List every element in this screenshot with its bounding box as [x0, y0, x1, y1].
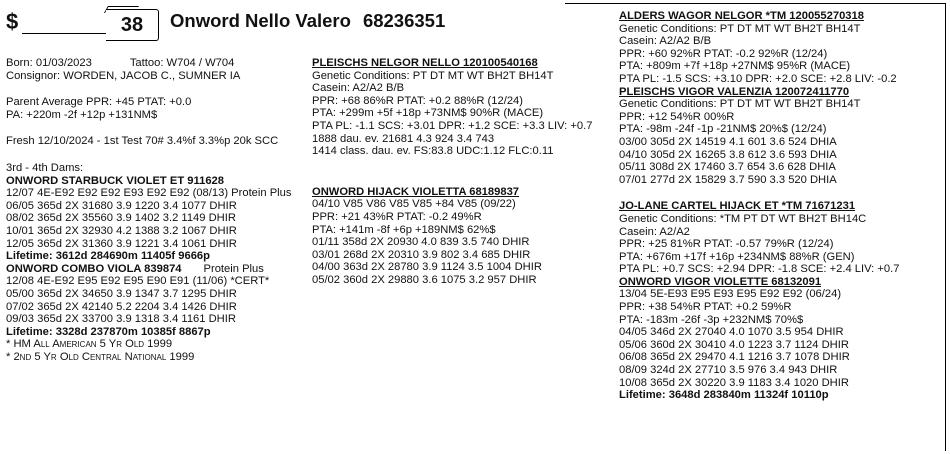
- maternal-grandsire-info: PPR: +25 81%R PTAT: -0.57 79%R (12/24): [619, 238, 834, 251]
- maternal-grandsire-name: JO-LANE CARTEL HIJACK ET *TM 71671231: [619, 200, 856, 213]
- born-date: Born: 01/03/2023: [6, 57, 92, 69]
- paternal-grandsire-info: PTA PL: -1.5 SCS: +3.10 DPR: +2.0 SCE: +2.8 LIV: -0.2: [619, 72, 897, 85]
- fourth-dam-lifetime: Lifetime: 3328d 237870m 10385f 8867p: [6, 325, 211, 338]
- maternal-granddam-info: 13/04 5E-E93 E95 E93 E95 E92 E92 (06/24): [619, 288, 842, 301]
- dam-info: 01/11 358d 2X 20930 4.0 839 3.5 740 DHIR: [312, 236, 530, 249]
- third-dam-record: 12/05 365d 2X 31360 3.9 1221 3.4 1061 DHIR: [6, 237, 237, 250]
- paternal-grandsire-name: ALDERS WAGOR NELGOR *TM 120055270318: [619, 10, 864, 22]
- paternal-granddam-info: Genetic Conditions: PT DT MT WT BH2T BH14T: [619, 98, 861, 111]
- maternal-grandsire-info: Casein: A2/A2: [619, 225, 690, 238]
- third-dam-record: 08/02 365d 2X 35560 3.9 1402 3.2 1149 DHIR: [6, 212, 236, 225]
- honor-line: * HM All American 5 Yr Old 1999: [6, 338, 173, 351]
- honor-line: * 2nd 5 Yr Old Central National 1999: [6, 350, 195, 363]
- maternal-granddam-name: ONWORD VIGOR VIOLETTE 68132091: [619, 275, 822, 288]
- price-entry-line: [22, 33, 108, 34]
- paternal-grandsire-info: Genetic Conditions: PT DT MT WT BH2T BH14T: [619, 22, 861, 35]
- paternal-grandsire-info: PTA: +809m +7f +18p +27NM$ 95%R (MACE): [619, 60, 851, 73]
- fourth-dam-record: 05/00 365d 2X 34650 3.9 1347 3.7 1295 DHIR: [6, 287, 237, 300]
- dam-info: 03/01 268d 2X 20310 3.9 802 3.4 685 DHIR: [312, 248, 531, 261]
- maternal-grandsire-info: PTA: +676m +17f +16p +234NM$ 88%R (GEN): [619, 250, 855, 263]
- third-dam-record: 10/01 365d 2X 32930 4.2 1388 3.2 1067 DHIR: [6, 224, 237, 237]
- paternal-granddam-info: 05/11 308d 2X 17460 3.7 654 3.6 628 DHIA: [619, 161, 836, 174]
- top-divider: [565, 3, 945, 4]
- maternal-granddam-info: 10/08 365d 2X 30220 3.9 1183 3.4 1020 DHIR: [619, 376, 849, 389]
- sire-info: PPR: +68 86%R PTAT: +0.2 88%R (12/24): [312, 94, 524, 107]
- animal-title: [170, 10, 445, 32]
- fourth-dam-header: [6, 263, 291, 276]
- dam-info: 04/00 363d 2X 28780 3.9 1124 3.5 1004 DHIR: [312, 261, 542, 274]
- maternal-granddam-info: 08/09 324d 2X 27710 3.5 976 3.4 943 DHIR: [619, 364, 838, 377]
- third-dam-record: 06/05 365d 2X 31680 3.9 1220 3.4 1077 DHIR: [6, 199, 237, 212]
- price-dollar-sign: $: [6, 9, 19, 34]
- dam-info: PTA: +141m -8f +6p +189NM$ 62%$: [312, 223, 496, 236]
- paternal-granddam-info: 07/01 277d 2X 15829 3.7 590 3.3 520 DHIA: [619, 173, 837, 186]
- parents-column: [312, 57, 592, 287]
- fourth-dam-record: 07/02 365d 2X 42140 5.2 2204 3.4 1426 DHIR: [6, 300, 237, 313]
- paternal-granddam-info: 03/00 305d 2X 14519 4.1 601 3.6 524 DHIA: [619, 135, 837, 148]
- maternal-granddam-info: PTA: -183m -26f -3p +232NM$ 70%$: [619, 313, 804, 326]
- maternal-granddam-info: 04/05 346d 2X 27040 4.0 1070 3.5 954 DHIR: [619, 326, 844, 339]
- third-dam-record: 12/07 4E-E92 E92 E92 E93 E92 E92 (08/13) Protein Plus: [6, 187, 292, 200]
- maternal-grandsire-info: Genetic Conditions: *TM PT DT WT BH2T BH14C: [619, 212, 867, 225]
- maternal-grandsire-info: PTA PL: +0.7 SCS: +2.94 DPR: -1.8 SCE: +2.4 LIV: +0.7: [619, 263, 900, 276]
- dam-info: 04/10 V85 V86 V85 V85 +84 V85 (09/22): [312, 198, 516, 211]
- right-divider: [945, 3, 946, 451]
- paternal-grandsire-info: PPR: +60 92%R PTAT: -0.2 92%R (12/24): [619, 47, 828, 60]
- maternal-granddam-info: 06/08 365d 2X 29470 4.1 1216 3.7 1078 DHIR: [619, 351, 850, 364]
- sire-info: 1414 class. dau. ev. FS:83.8 UDC:1.12 FLC:0.11: [312, 145, 554, 158]
- animal-registration: 68236351: [362, 10, 446, 31]
- sire-info: Genetic Conditions: PT DT MT WT BH2T BH14T: [312, 69, 554, 82]
- dam-name: ONWORD HIJACK VIOLETTA 68189837: [312, 185, 520, 198]
- consignor: Consignor: WORDEN, JACOB C., SUMNER IA: [6, 69, 241, 82]
- lot-number: 38: [120, 14, 144, 36]
- maternal-granddam-lifetime: Lifetime: 3648d 283840m 11324f 10110p: [619, 389, 829, 402]
- paternal-granddam-info: PPR: +12 54%R 00%R: [619, 110, 735, 123]
- animal-info-column: [6, 57, 291, 363]
- birth-tattoo-row: [6, 57, 291, 70]
- paternal-granddam-info: 04/10 305d 2X 16265 3.8 612 3.6 593 DHIA: [619, 148, 837, 161]
- fresh-record: Fresh 12/10/2024 - 1st Test 70# 3.4%f 3.3%p 20k SCC: [6, 135, 279, 148]
- paternal-grandsire-info: Casein: A2/A2 B/B: [619, 35, 712, 48]
- third-dam-name: ONWORD STARBUCK VIOLET ET 911628: [6, 174, 224, 187]
- sire-info: PTA: +299m +5f +18p +73NM$ 90%R (MACE): [312, 107, 544, 120]
- sire-name: PLEISCHS NELGOR NELLO 120100540168: [312, 57, 538, 69]
- paternal-granddam-info: PTA: -98m -24f -1p -21NM$ 20%$ (12/24): [619, 123, 827, 136]
- parent-average: Parent Average PPR: +45 PTAT: +0.0: [6, 96, 192, 109]
- dams-heading: 3rd - 4th Dams:: [6, 161, 84, 174]
- fourth-dam-note: Protein Plus: [203, 262, 264, 275]
- fourth-dam-name: ONWORD COMBO VIOLA 839874: [6, 262, 182, 275]
- paternal-granddam-name: PLEISCHS VIGOR VALENZIA 120072411770: [619, 85, 850, 98]
- sire-info: Casein: A2/A2 B/B: [312, 82, 405, 95]
- grandparents-column: [619, 10, 899, 402]
- sire-info: 1888 dau. ev. 21681 4.3 924 3.4 743: [312, 132, 495, 145]
- third-dam-lifetime: Lifetime: 3612d 284690m 11405f 9666p: [6, 250, 210, 263]
- sire-info: PTA PL: -1.1 SCS: +3.01 DPR: +1.2 SCE: +3.3 LIV: +0.7: [312, 119, 593, 132]
- maternal-granddam-info: PPR: +38 54%R PTAT: +0.2 59%R: [619, 301, 792, 314]
- dam-info: PPR: +21 43%R PTAT: -0.2 49%R: [312, 210, 482, 223]
- dam-info: 05/02 360d 2X 29880 3.6 1075 3.2 957 DHIR: [312, 273, 537, 286]
- fourth-dam-record: 09/03 365d 2X 33700 3.9 1318 3.4 1161 DHIR: [6, 313, 236, 326]
- fourth-dam-record: 12/08 4E-E92 E95 E92 E95 E90 E91 (11/06) *CERT*: [6, 275, 270, 288]
- parent-average-pta: PA: +220m -2f +12p +131NM$: [6, 108, 158, 121]
- maternal-granddam-info: 05/06 360d 2X 30410 4.0 1223 3.7 1124 DHIR: [619, 338, 849, 351]
- tattoo: Tattoo: W704 / W704: [129, 57, 235, 69]
- animal-name: Onword Nello Valero: [170, 10, 351, 31]
